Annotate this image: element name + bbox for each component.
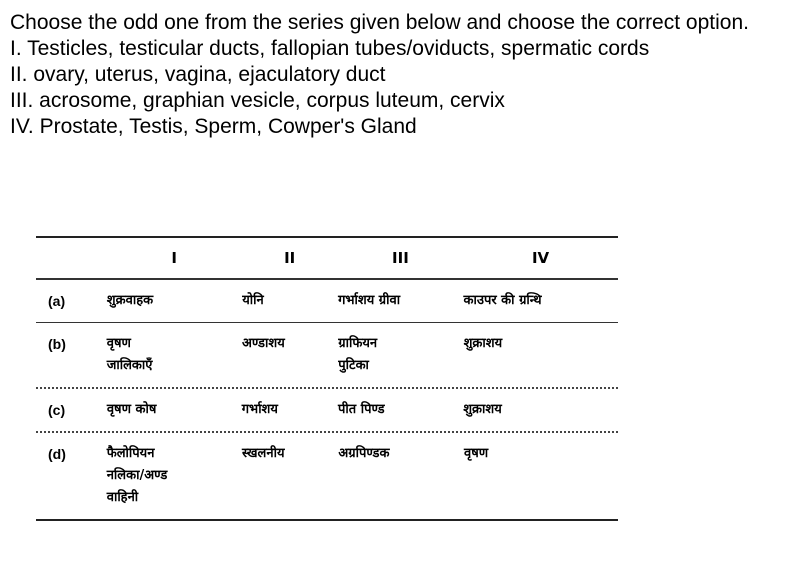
series-i: I. Testicles, testicular ducts, fallopian tubes/oviducts, spermatic cords [10,37,650,60]
option-b-col-iii: ग्राफियन पुटिका [338,336,378,373]
option-label-c: (c) [48,402,66,418]
header-col-iii: III [392,249,409,267]
option-label-d: (d) [48,446,66,462]
option-d-col-ii: स्खलनीय [242,446,285,461]
option-row-d [36,433,618,519]
series-iii: III. acrosome, graphian vesicle, corpus luteum, cervix [10,89,505,112]
table-bottom-rule [36,519,618,521]
header-blank [36,238,107,278]
option-d-col-iii: अग्रपिण्डक [338,446,390,461]
options-table [36,236,618,521]
question-text [10,10,790,140]
header-col-ii: II [284,249,296,267]
option-c-col-i: वृषण कोष [106,402,157,417]
series-ii: II. ovary, uterus, vagina, ejaculatory duct [10,63,386,86]
option-b-col-ii: अण्डाशय [241,336,285,351]
option-a-col-ii: योनि [242,292,264,308]
header-col-iv: IV [531,249,550,267]
option-b-col-iv: शुक्राशय [463,336,503,351]
option-row-b [36,323,618,387]
option-c-col-ii: गर्भाशय [241,402,278,417]
option-a-col-i: शुक्रवाहक [106,292,154,308]
option-label-a: (a) [48,292,66,309]
option-c-col-iii: पीत पिण्ड [338,402,385,417]
option-row-c [36,389,618,431]
series-iv: IV. Prostate, Testis, Sperm, Cowper's Gland [10,115,417,138]
option-label-b: (b) [48,336,66,352]
option-a-col-iv: काउपर की ग्रन्थि [463,292,542,308]
option-a-col-iii: गर्भाशय ग्रीवा [338,292,401,308]
option-d-col-iv: वृषण [464,446,489,461]
table-header-row [36,238,618,278]
question-prompt: Choose the odd one from the series given below and choose the correct option. [10,11,749,34]
option-d-col-i: फैलोपियन नलिका/अण्ड वाहिनी [106,446,168,505]
option-b-col-i: वृषण जालिकाएँ [106,336,153,373]
header-col-i: I [171,249,177,267]
option-c-col-iv: शुक्राशय [463,402,502,417]
option-row-a [36,280,618,322]
